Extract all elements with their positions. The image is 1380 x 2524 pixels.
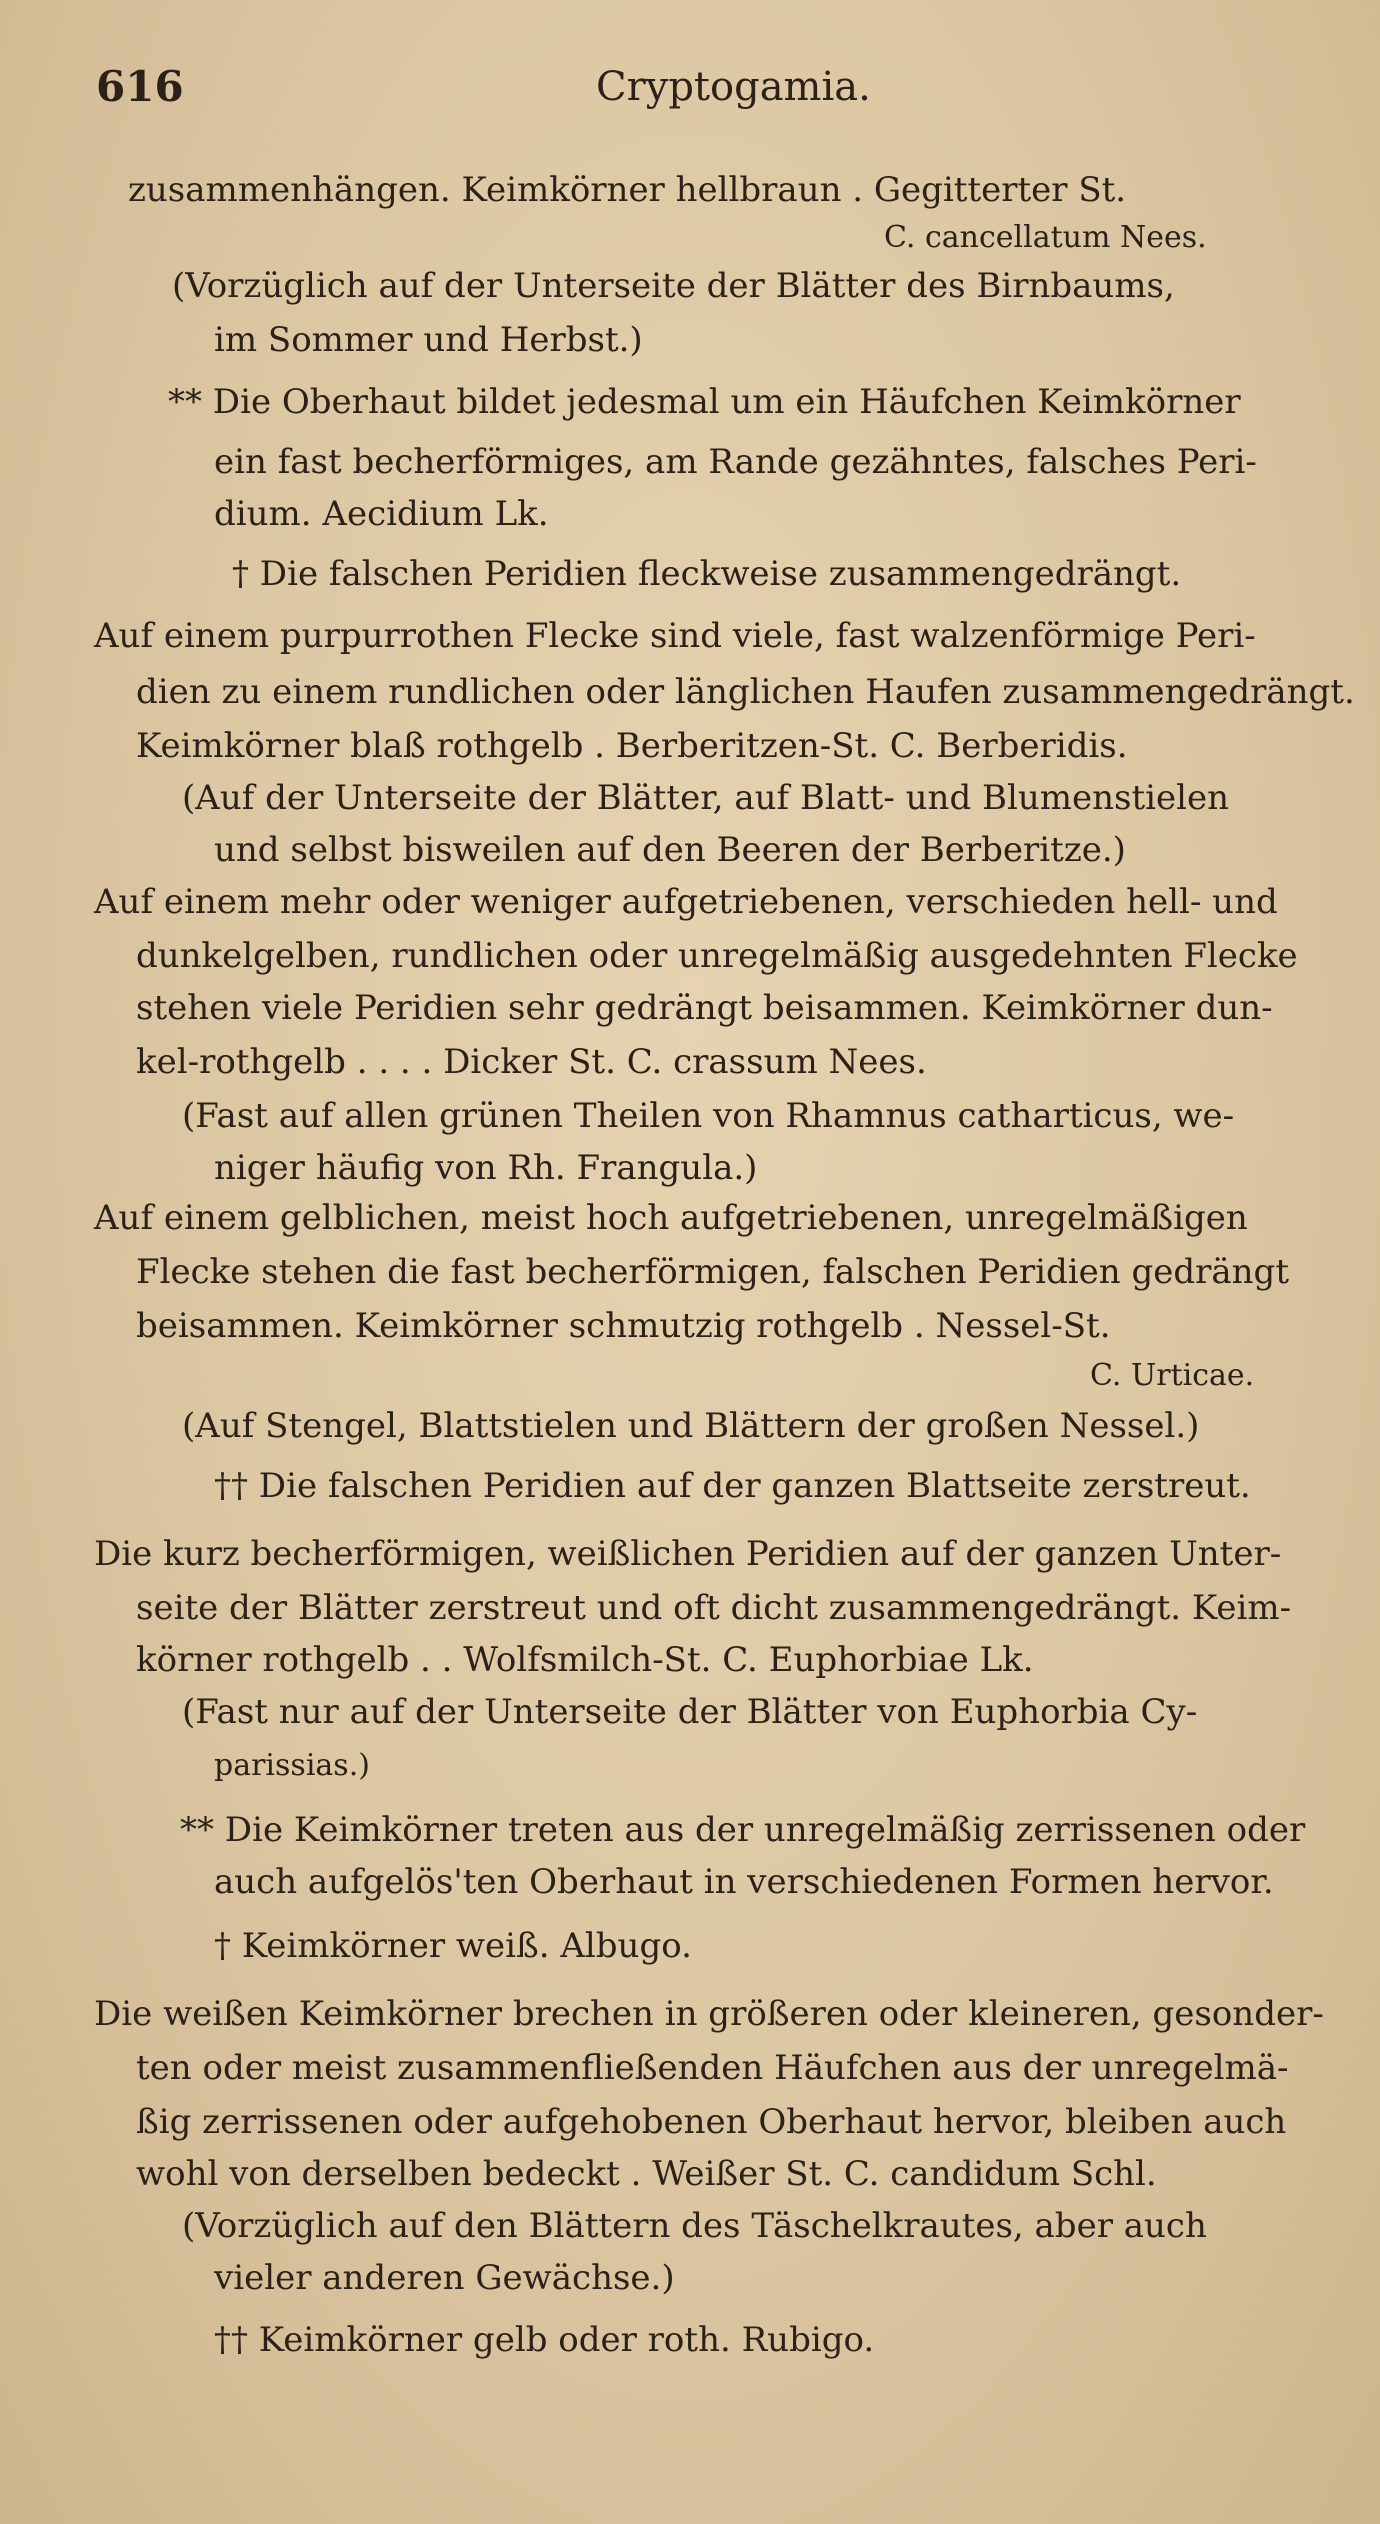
text-line: parissias.) [214, 1748, 370, 1783]
text-line: niger häufig von Rh. Frangula.) [214, 1148, 758, 1188]
page-header [96, 62, 1296, 122]
text-line: im Sommer und Herbst.) [214, 320, 643, 360]
text-line: Flecke stehen die fast becherförmigen, falschen Peridien gedrängt [136, 1252, 1289, 1292]
text-line: dunkelgelben, rundlichen oder unregelmäßig ausgedehnten Flecke [136, 936, 1298, 976]
text-line: stehen viele Peridien sehr gedrängt beisammen. Keimkörner dun- [136, 988, 1273, 1028]
text-line: vieler anderen Gewächse.) [214, 2258, 675, 2298]
running-title: Cryptogamia. [596, 64, 871, 110]
section-heading: †† Die falschen Peridien auf der ganzen Blattseite zerstreut. [214, 1466, 1251, 1506]
section-heading: †† Keimkörner gelb oder roth. Rubigo. [214, 2320, 875, 2360]
text-line: beisammen. Keimkörner schmutzig rothgelb . Nessel-St. [136, 1306, 1111, 1346]
text-line: Die weißen Keimkörner brechen in größeren oder kleineren, gesonder- [94, 1994, 1324, 2034]
text-line: ** Die Keimkörner treten aus der unregelmäßig zerrissenen oder [180, 1810, 1306, 1850]
text-line: Auf einem purpurrothen Flecke sind viele, fast walzenförmige Peri- [94, 616, 1256, 656]
text-line: ten oder meist zusammenfließenden Häufchen aus der unregelmä- [136, 2048, 1289, 2088]
text-line: (Vorzüglich auf den Blättern des Täschelkrautes, aber auch [182, 2206, 1207, 2246]
text-line: ßig zerrissenen oder aufgehobenen Oberhaut hervor, bleiben auch [136, 2102, 1287, 2142]
text-line: auch aufgelös'ten Oberhaut in verschiedenen Formen hervor. [214, 1862, 1274, 1902]
text-line: und selbst bisweilen auf den Beeren der Berberitze.) [214, 830, 1126, 870]
text-line: dium. Aecidium Lk. [214, 494, 549, 534]
text-line: zusammenhängen. Keimkörner hellbraun . Gegitterter St. [128, 170, 1127, 210]
text-line: C. cancellatum Nees. [884, 220, 1207, 255]
text-line: Auf einem mehr oder weniger aufgetriebenen, verschieden hell- und [94, 882, 1278, 922]
text-line: dien zu einem rundlichen oder länglichen Haufen zusammengedrängt. [136, 672, 1355, 712]
section-heading: † Keimkörner weiß. Albugo. [214, 1926, 692, 1966]
page-number: 616 [96, 62, 184, 111]
text-line: ** Die Oberhaut bildet jedesmal um ein Häufchen Keimkörner [168, 382, 1241, 422]
text-line: (Auf Stengel, Blattstielen und Blättern der großen Nessel.) [182, 1406, 1200, 1446]
text-line: Auf einem gelblichen, meist hoch aufgetriebenen, unregelmäßigen [94, 1198, 1248, 1238]
text-line: (Vorzüglich auf der Unterseite der Blätter des Birnbaums, [172, 266, 1175, 306]
section-heading: † Die falschen Peridien fleckweise zusammengedrängt. [232, 554, 1182, 594]
text-line: (Auf der Unterseite der Blätter, auf Blatt- und Blumenstielen [182, 778, 1230, 818]
text-line: Keimkörner blaß rothgelb . Berberitzen-St. C. Berberidis. [136, 726, 1128, 766]
text-line: körner rothgelb . . Wolfsmilch-St. C. Euphorbiae Lk. [136, 1640, 1034, 1680]
text-line: (Fast nur auf der Unterseite der Blätter von Euphorbia Cy- [182, 1692, 1198, 1732]
text-line: kel-rothgelb . . . . Dicker St. C. crassum Nees. [136, 1042, 927, 1082]
text-line: ein fast becherförmiges, am Rande gezähntes, falsches Peri- [214, 442, 1257, 482]
text-line: (Fast auf allen grünen Theilen von Rhamnus catharticus, we- [182, 1096, 1235, 1136]
text-line: C. Urticae. [1090, 1358, 1255, 1393]
text-line: seite der Blätter zerstreut und oft dicht zusammengedrängt. Keim- [136, 1588, 1292, 1628]
text-line: wohl von derselben bedeckt . Weißer St. C. candidum Schl. [136, 2154, 1157, 2194]
text-line: Die kurz becherförmigen, weißlichen Peridien auf der ganzen Unter- [94, 1534, 1282, 1574]
